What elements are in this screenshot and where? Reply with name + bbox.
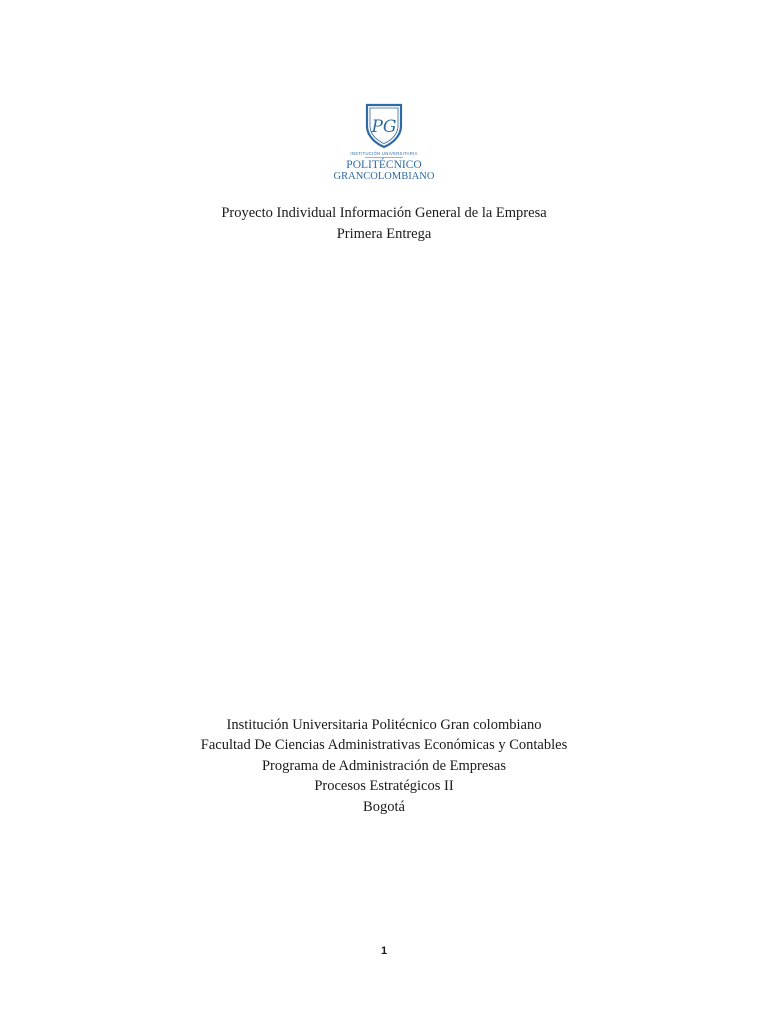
university-logo: [329, 102, 439, 182]
institution-details: [0, 715, 768, 817]
title-line-1: Proyecto Individual Información General de la Empresa: [221, 205, 547, 221]
page-number: 1: [380, 945, 388, 957]
program-name: Programa de Administración de Empresas: [261, 757, 507, 774]
title-line-2: Primera Entrega: [336, 226, 432, 242]
faculty-name: Facultad De Ciencias Administrativas Económicas y Contables: [200, 737, 568, 754]
politecnico-logo-graphic: [329, 102, 439, 182]
document-title: [0, 203, 768, 245]
course-name: Procesos Estratégicos II: [314, 778, 454, 795]
city-name: Bogotá: [363, 798, 405, 815]
logo-monogram: PG: [371, 117, 397, 137]
logo-name-line1: POLITÉCNICO: [346, 159, 422, 171]
logo-tagline: INSTITUCIÓN UNIVERSITARIA: [350, 151, 418, 156]
logo-name-line2: GRANCOLOMBIANO: [333, 171, 435, 182]
institution-name: Institución Universitaria Politécnico Gran colombiano: [226, 717, 542, 733]
